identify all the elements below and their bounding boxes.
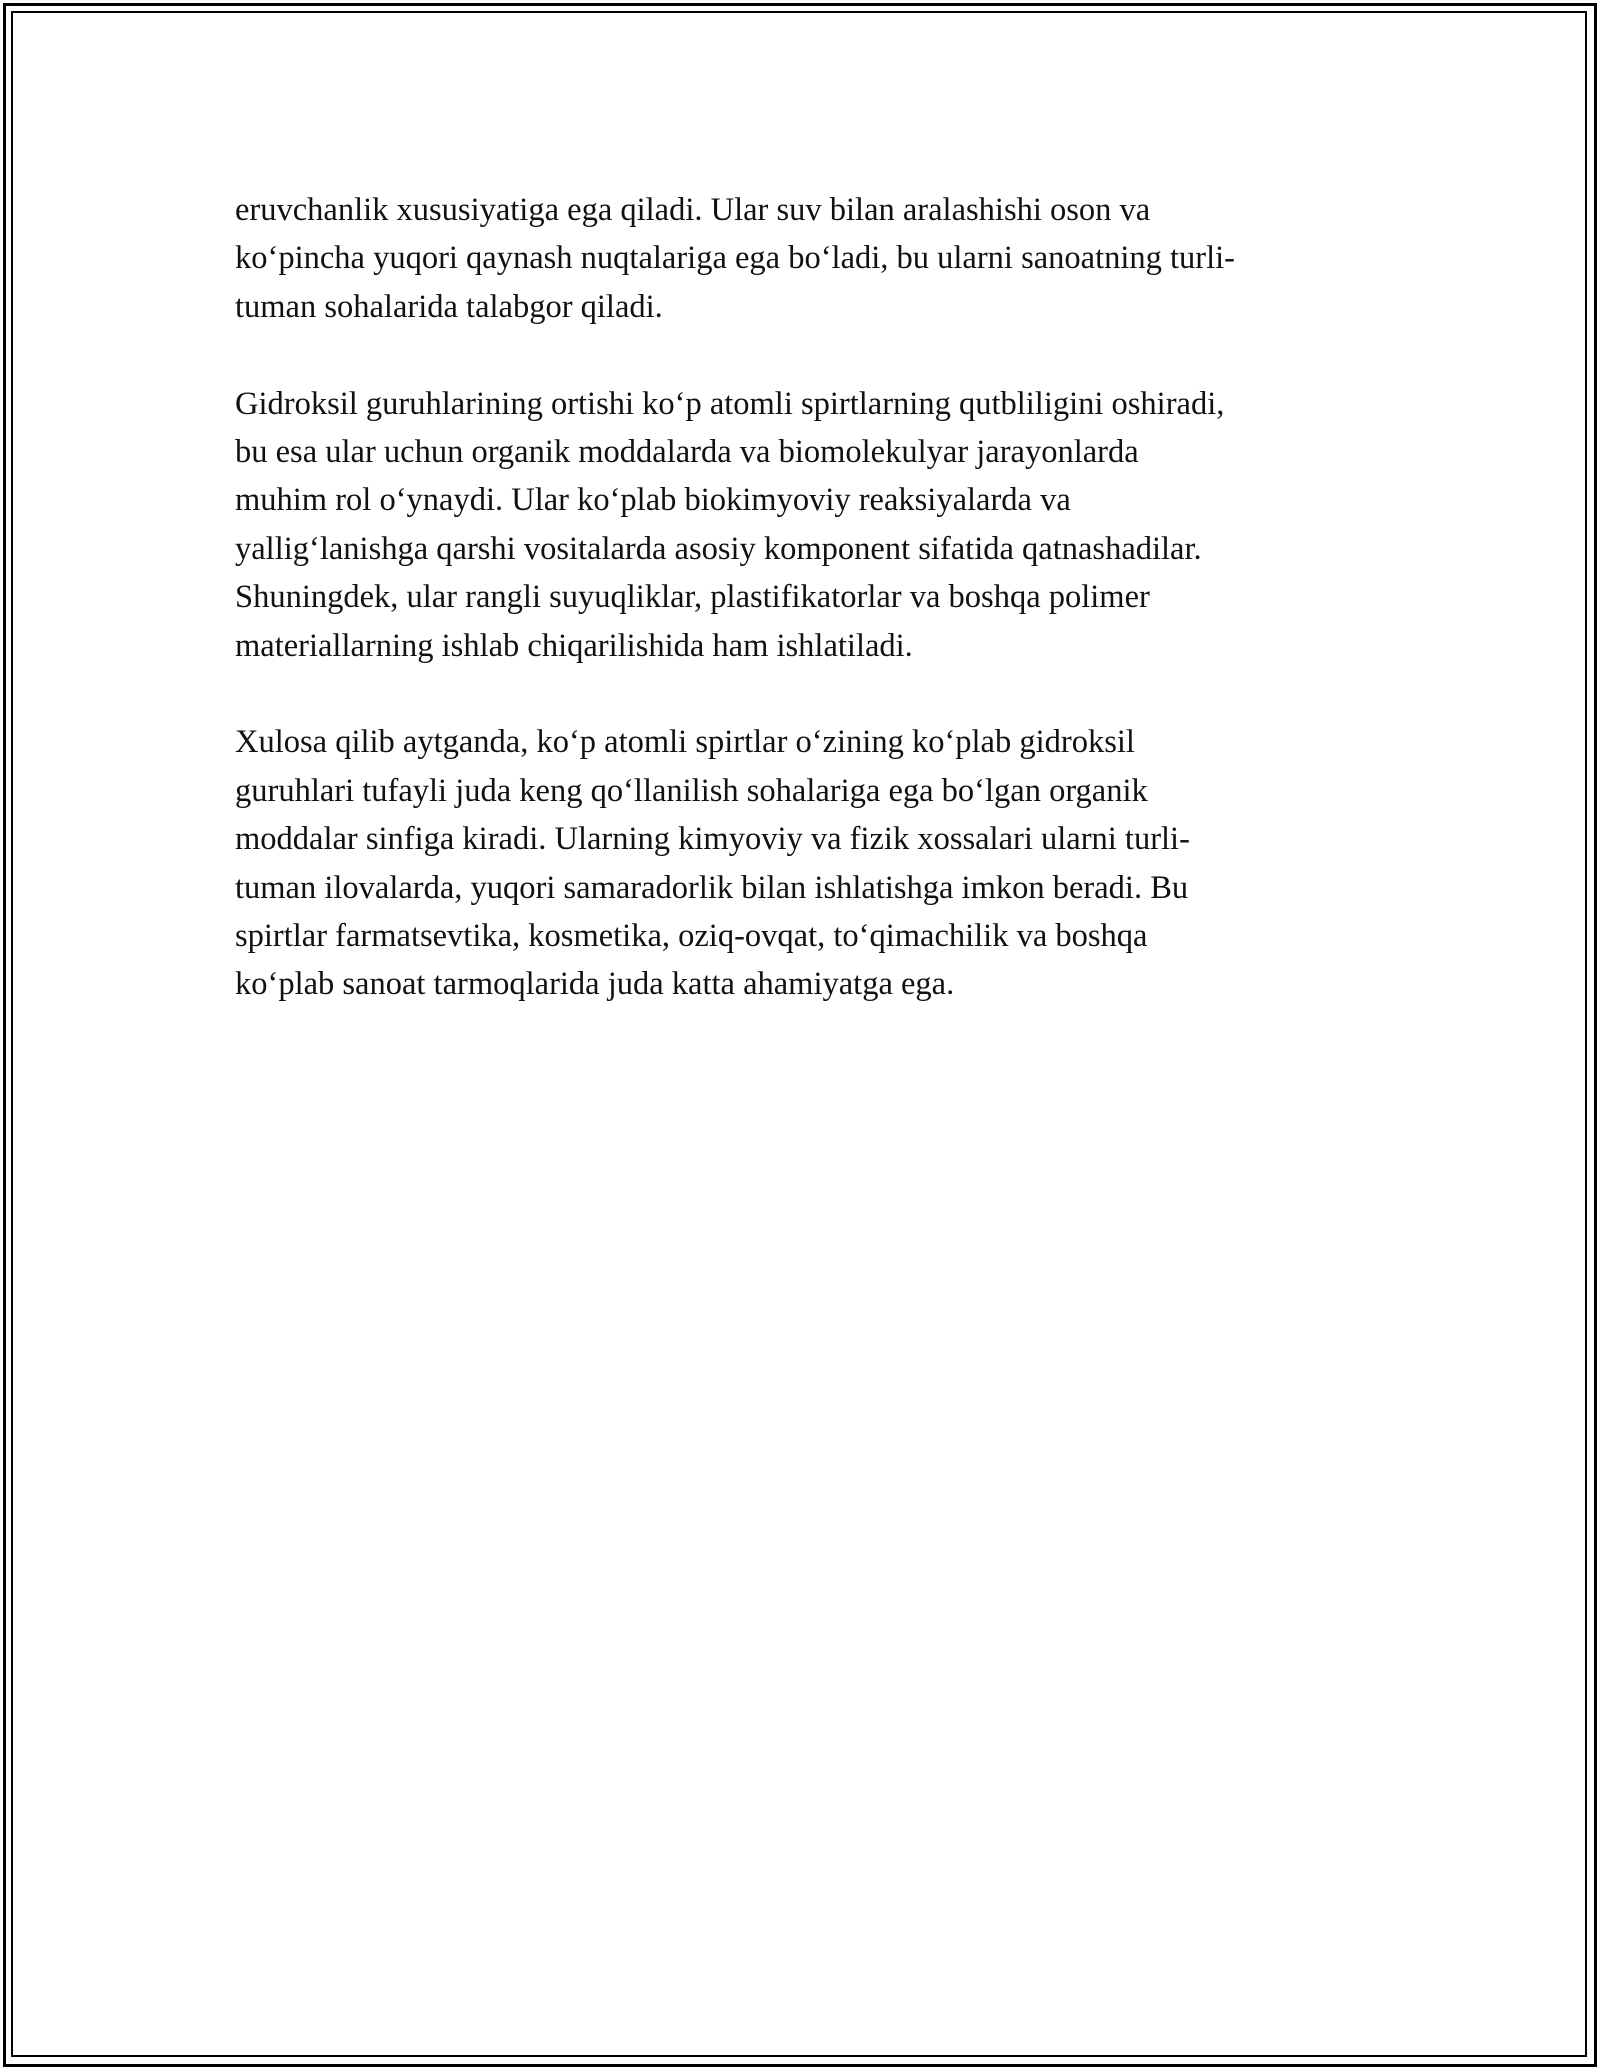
text-line: yallig‘lanishga qarshi vositalarda asosiy komponent sifatida qatnashadilar. xyxy=(235,530,1202,567)
text-line: guruhlari tufayli juda keng qo‘llanilish sohalariga ega bo‘lgan organik xyxy=(235,772,1148,809)
text-line: bu esa ular uchun organik moddalarda va biomolekulyar jarayonlarda xyxy=(235,434,1139,471)
text-line: Gidroksil guruhlarining ortishi ko‘p atomli spirtlarning qutbliligini oshiradi, xyxy=(235,385,1225,422)
text-line: tuman ilovalarda, yuqori samaradorlik bilan ishlatishga imkon beradi. Bu xyxy=(235,869,1189,906)
text-line: muhim rol o‘ynaydi. Ular ko‘plab biokimyoviy reaksiyalarda va xyxy=(235,482,1071,519)
text-line: tuman sohalarida talabgor qiladi. xyxy=(235,288,663,325)
text-line: ko‘plab sanoat tarmoqlarida juda katta ahamiyatga ega. xyxy=(235,966,955,1003)
text-line: ko‘pincha yuqori qaynash nuqtalariga ega bo‘ladi, bu ularni sanoatning turli- xyxy=(235,240,1235,277)
text-line: moddalar sinfiga kiradi. Ularning kimyoviy va fizik xossalari ularni turli- xyxy=(235,821,1190,858)
paragraph-2 xyxy=(235,380,1370,670)
paragraph-1 xyxy=(235,186,1370,331)
text-line: eruvchanlik xususiyatiga ega qiladi. Ular suv bilan aralashishi oson va xyxy=(235,192,1151,228)
text-line: materiallarning ishlab chiqarilishida ham ishlatiladi. xyxy=(235,627,913,664)
text-line: Shuningdek, ular rangli suyuqliklar, plastifikatorlar va boshqa polimer xyxy=(235,579,1150,616)
text-line: Xulosa qilib aytganda, ko‘p atomli spirtlar o‘zining ko‘plab gidroksil xyxy=(235,724,1135,761)
paragraph-3 xyxy=(235,718,1370,1008)
text-line: spirtlar farmatsevtika, kosmetika, oziq-ovqat, to‘qimachilik va boshqa xyxy=(235,918,1148,955)
document-body xyxy=(235,186,1370,1057)
